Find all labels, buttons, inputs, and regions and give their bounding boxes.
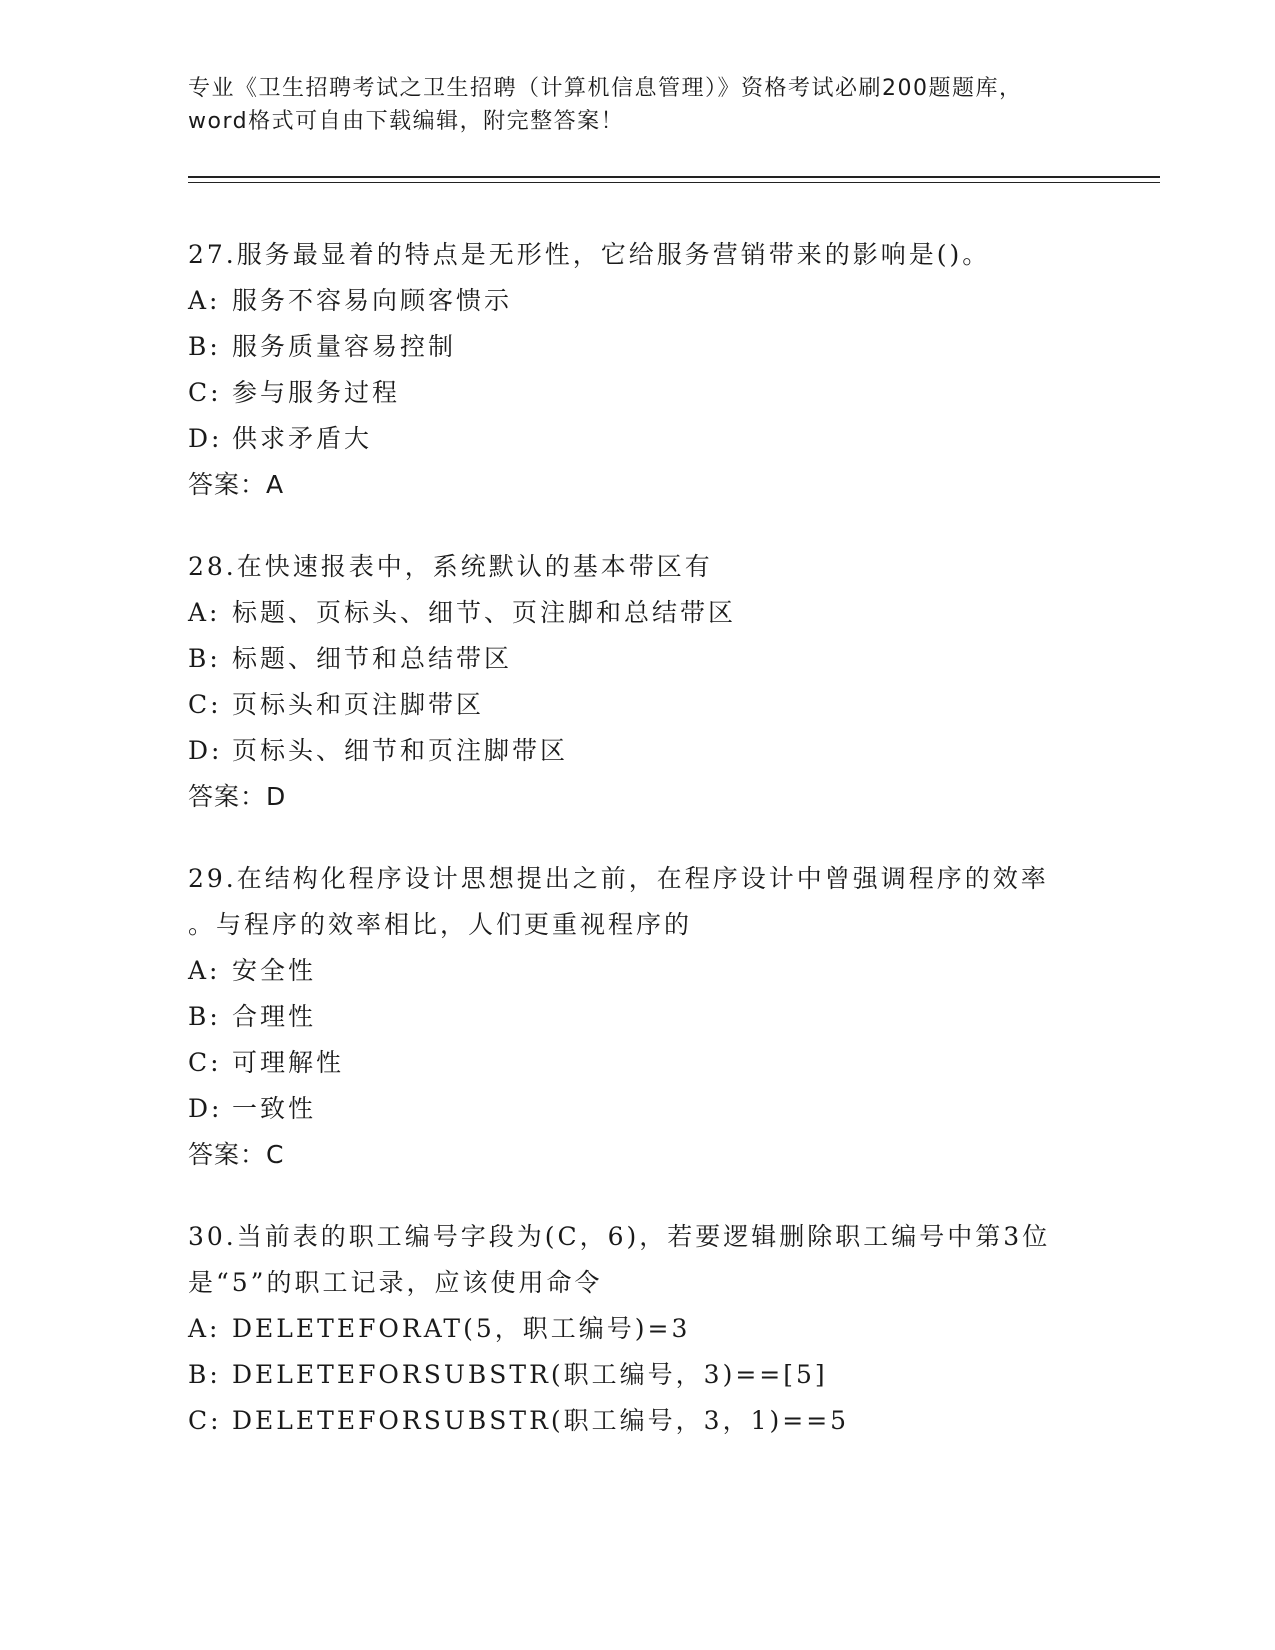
option-letter: B: (188, 1002, 221, 1031)
option-letter: A: (188, 1314, 221, 1343)
answer-option (188, 948, 1088, 994)
question-text: 27.服务最显着的特点是无形性，它给服务营销带来的影响是()。 (188, 240, 991, 269)
question-text: 。与程序的效率相比，人们更重视程序的 (188, 910, 693, 939)
option-letter: C: (188, 690, 222, 719)
option-letter: C: (188, 1406, 222, 1435)
question-block (188, 232, 1088, 508)
answer-option (188, 416, 1088, 462)
answer-option (188, 1398, 1088, 1444)
answer-option (188, 682, 1088, 728)
option-text: 服务不容易向顾客愦示 (232, 286, 513, 315)
answer-option (188, 1306, 1088, 1352)
option-text: 安全性 (232, 956, 317, 985)
answer-option (188, 636, 1088, 682)
option-text: 标题、细节和总结带区 (232, 644, 513, 673)
option-letter: D: (188, 424, 223, 453)
header-divider-bottom (188, 182, 1160, 183)
answer-option (188, 278, 1088, 324)
option-text: 服务质量容易控制 (232, 332, 457, 361)
option-text: DELETEFORSUBSTR(职工编号，3，1)==5 (232, 1406, 850, 1435)
option-text: 标题、页标头、细节、页注脚和总结带区 (232, 598, 737, 627)
option-text: 参与服务过程 (232, 378, 401, 407)
header-line-2: word格式可自由下载编辑，附完整答案！ (188, 109, 625, 134)
question-text: 29.在结构化程序设计思想提出之前，在程序设计中曾强调程序的效率 (188, 864, 1049, 893)
answer-option (188, 1086, 1088, 1132)
option-text: 一致性 (232, 1094, 317, 1123)
option-letter: C: (188, 378, 222, 407)
answer-option (188, 1352, 1088, 1398)
option-letter: C: (188, 1048, 222, 1077)
option-text: DELETEFORSUBSTR(职工编号，3)==[5] (232, 1360, 828, 1389)
option-text: 供求矛盾大 (232, 424, 373, 453)
option-text: 页标头和页注脚带区 (232, 690, 485, 719)
option-letter: A: (188, 956, 221, 985)
answer-key: 答案：C (188, 1140, 285, 1169)
document-header (188, 72, 1088, 138)
header-divider-top (188, 176, 1160, 178)
answer-key: 答案：A (188, 470, 285, 499)
option-text: 页标头、细节和页注脚带区 (232, 736, 569, 765)
question-list (188, 232, 1088, 1480)
option-letter: B: (188, 1360, 221, 1389)
header-line-1: 专业《卫生招聘考试之卫生招聘（计算机信息管理）》资格考试必刷200题题库， (188, 76, 1023, 101)
question-text: 是“5”的职工记录，应该使用命令 (188, 1268, 603, 1297)
answer-option (188, 1040, 1088, 1086)
option-letter: D: (188, 736, 223, 765)
answer-option (188, 590, 1088, 636)
answer-option (188, 994, 1088, 1040)
option-letter: B: (188, 332, 221, 361)
option-letter: A: (188, 286, 221, 315)
question-block (188, 856, 1088, 1178)
answer-key: 答案：D (188, 782, 287, 811)
option-letter: D: (188, 1094, 223, 1123)
question-block (188, 1214, 1088, 1444)
question-block (188, 544, 1088, 820)
option-letter: A: (188, 598, 221, 627)
question-text: 30.当前表的职工编号字段为(C，6)，若要逻辑删除职工编号中第3位 (188, 1222, 1051, 1251)
question-text: 28.在快速报表中，系统默认的基本带区有 (188, 552, 713, 581)
option-text: 合理性 (232, 1002, 317, 1031)
answer-option (188, 728, 1088, 774)
option-letter: B: (188, 644, 221, 673)
answer-option (188, 324, 1088, 370)
option-text: DELETEFORAT(5，职工编号)=3 (232, 1314, 691, 1343)
answer-option (188, 370, 1088, 416)
option-text: 可理解性 (232, 1048, 345, 1077)
